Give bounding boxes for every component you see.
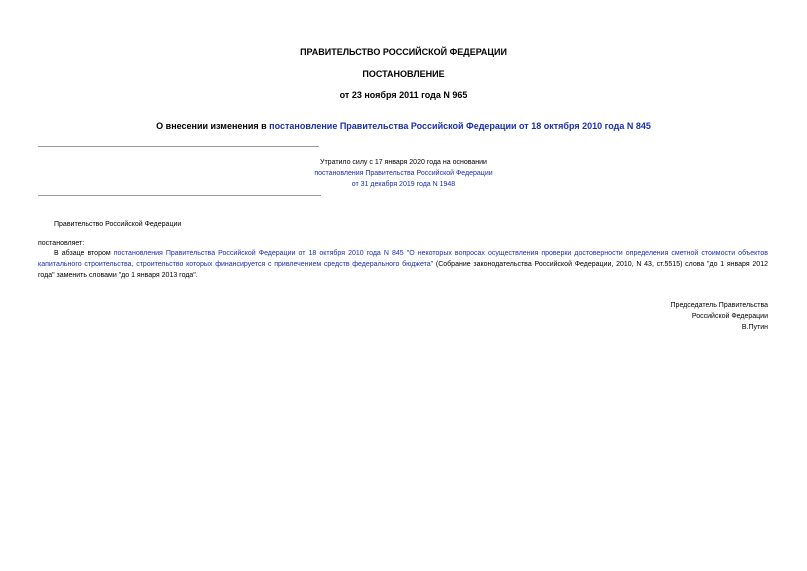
para-prefix: В абзаце втором [54,250,114,257]
divider-top [38,146,319,147]
title-prefix: О внесении изменения в [156,121,270,131]
repealing-decree-link[interactable]: постановления Правительства Российской Федерации [314,170,493,177]
void-notice-date-link [0,179,807,190]
document-title [0,121,807,132]
title-amended-decree-link[interactable]: постановление Правительства Российской Федерации от 18 октября 2010 года N 845 [269,121,651,131]
signatory-position: Председатель Правительства [670,302,768,309]
document-date-number: от 23 ноября 2011 года N 965 [339,90,468,100]
issuing-authority: ПРАВИТЕЛЬСТВО РОССИЙСКОЙ ФЕДЕРАЦИИ [300,47,507,57]
decrees-line: постановляет: [38,240,85,247]
amended-decree-link[interactable]: постановления Правительства Российской Федерации от 18 октября 2010 года N 845 "О некоторых вопросах осуществления проверки достоверности определения сметной стоимости объектов капитального строительства, строительство которых финансируется с привлечением средств федерального бюджета" [38,250,768,268]
issuer-line: Правительство Российской Федерации [54,221,182,228]
divider-bottom [38,195,321,196]
repealing-decree-date-link[interactable]: от 31 декабря 2019 года N 1948 [351,181,456,188]
void-notice-line: Утратило силу с 17 января 2020 года на основании [320,159,487,166]
signatory-name: В.Путин [741,324,768,331]
signatory-position-cont: Российской Федерации [691,313,768,320]
amendment-paragraph [38,248,768,281]
document-kind: ПОСТАНОВЛЕНИЕ [362,69,445,79]
void-notice-decree-link [0,168,807,179]
para-suffix: (Собрание законодательства Российской Федерации, 2010, N 43, ст.5515) слова "до 1 января 2012 года" заменить словами "до 1 января 2013 года". [38,261,768,279]
